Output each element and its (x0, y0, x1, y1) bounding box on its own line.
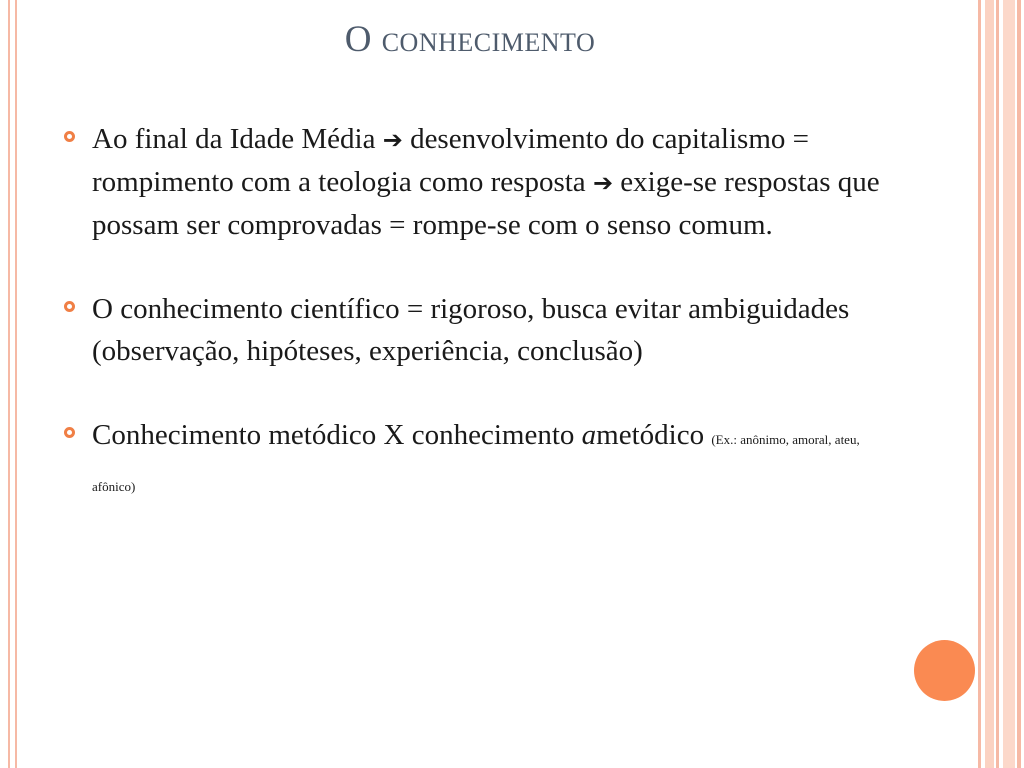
italic-prefix: a (581, 419, 597, 451)
right-stripe-decoration (1017, 0, 1021, 768)
bullet-text: exige-se respostas que possam ser comprovadas = rompe-se com o senso comum. (92, 166, 880, 241)
bullet-ring-icon (64, 131, 75, 142)
example-note: (Ex.: anônimo, amoral, ateu, afônico) (92, 432, 860, 494)
bullet-text: Conhecimento metódico X conhecimento (92, 419, 582, 451)
right-stripe-decoration (996, 0, 999, 768)
right-stripe-decoration (985, 0, 994, 768)
bullet-item (60, 414, 900, 508)
bullet-item (60, 118, 900, 246)
bullet-text: Ao final da Idade Média (92, 123, 383, 155)
left-border-decoration (8, 0, 17, 768)
bullet-ring-icon (64, 427, 75, 438)
bullet-text: desenvolvimento do capitalismo = rompimento com a teologia como resposta (92, 123, 809, 198)
orange-circle-decoration (914, 640, 975, 701)
slide-title: O conhecimento (344, 19, 596, 60)
bullet-list (60, 118, 900, 508)
right-stripe-decoration (978, 0, 981, 768)
bullet-text: O conhecimento científico = rigoroso, busca evitar ambiguidades (observação, hipóteses, experiência, conclusão) (92, 293, 850, 367)
bullet-ring-icon (64, 301, 75, 312)
right-stripe-decoration (1003, 0, 1015, 768)
arrow-right-icon: ➔ (592, 169, 614, 197)
arrow-right-icon: ➔ (382, 126, 403, 154)
bullet-text: metódico (596, 419, 712, 451)
bullet-item (60, 288, 900, 372)
